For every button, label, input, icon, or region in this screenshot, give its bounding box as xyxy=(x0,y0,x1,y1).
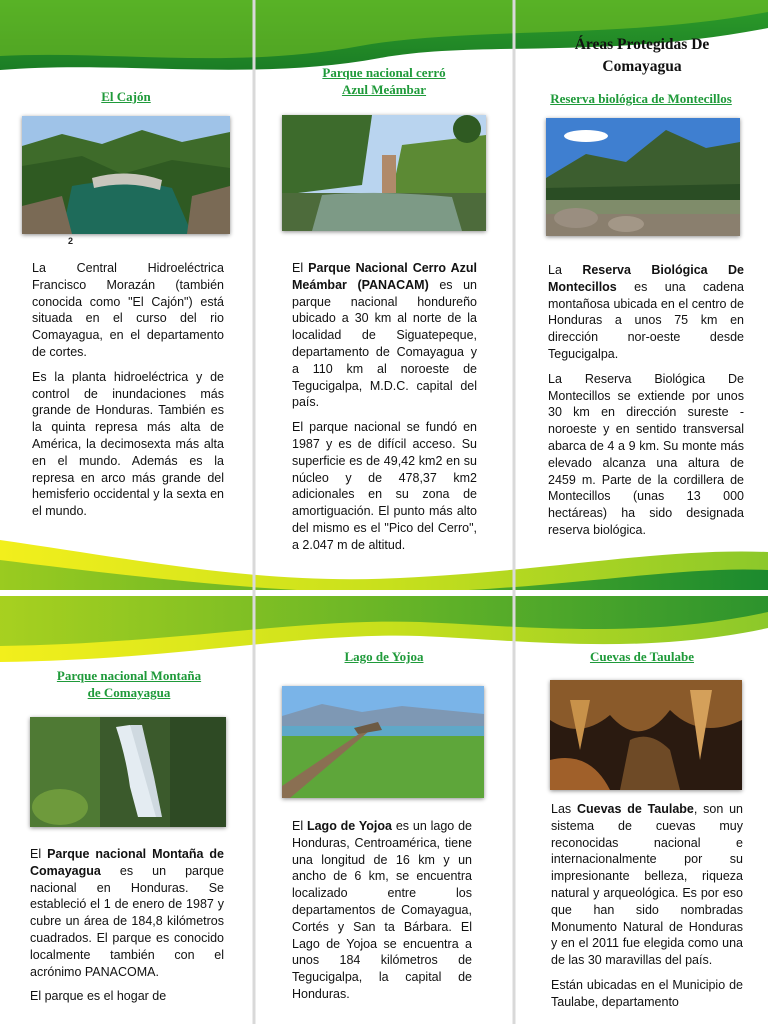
montana-title-line-2: de Comayagua xyxy=(87,685,171,700)
montana-title-line-1: Parque nacional Montaña xyxy=(56,668,202,683)
cerro-azul-text xyxy=(292,260,477,562)
cerro-azul-p1-link-hondureno: hondureño xyxy=(417,294,477,309)
montana-paragraph-1 xyxy=(30,846,224,980)
cerro-azul-p1-link-tegucigalpa: Tegucigalpa xyxy=(292,378,359,393)
cajon-p1-text-3: . xyxy=(83,344,87,359)
cerro-azul-p1-text: El xyxy=(292,261,309,275)
cerro-azul-photo xyxy=(282,115,486,231)
montana-p1-text-2: es un parque nacional en Honduras. Se estableció el 1 de enero de 1987 y cubre un área de 184,8 kilómetros cuadrados. El parque es conocido localmente también con el acrónimo PANACOMA. xyxy=(30,863,224,979)
montecillos-p1-text-2: es una cadena montañosa ubicada en el centro de Honduras a unos 75 km en dirección nor-oeste desde Tegucigalpa. xyxy=(548,279,744,361)
main-title-line-1: Áreas Protegidas De xyxy=(574,36,710,53)
montecillos-title: Reserva biológica de Montecillos xyxy=(550,91,732,106)
montana-text xyxy=(30,846,224,1013)
cajon-paragraph-2: Es la planta hidroeléctrica y de control de inundaciones más grande de Honduras. También es la quinta represa más alta de América, la decimosexta más alta en el mundo. Además es la represa en arco más grande del hemisferio occidental y la sexta en el mundo. xyxy=(32,369,224,519)
main-title-line-2: Comayagua xyxy=(602,58,682,75)
cerro-azul-p1-bold: Parque Nacional Cerro Azul Meámbar (PANACAM) xyxy=(292,261,477,292)
cerro-azul-p1-text-3: ubicado a 30 km al norte de la localidad de Siguatepeque, departamento de xyxy=(292,311,477,359)
montana-p1-text: El xyxy=(30,847,48,861)
taulabe-p1-text: Las xyxy=(551,802,577,816)
taulabe-paragraph-2: Están ubicadas en el Municipio de Taulabe, departamento xyxy=(551,977,743,1009)
montecillos-photo xyxy=(546,118,740,236)
montecillos-p1-text: La xyxy=(548,263,583,277)
cajon-paragraph-1 xyxy=(32,260,224,361)
yojoa-paragraph-1 xyxy=(292,818,472,1003)
cajon-text xyxy=(32,260,224,528)
montecillos-paragraph-2: La Reserva Biológica De Montecillos se extiende por unos 30 km en dirección sureste - noroeste y en sentido transversal abarca de 4 a 9 km. Su monte más elevado alcanza una altura de 2459 m. Parte de la cordillera de Montecillos (unas 13 000 hectáreas) ha sido designada reserva biológica. xyxy=(548,371,744,537)
yojoa-p1-text: El xyxy=(292,819,307,833)
cajon-dam-photo xyxy=(22,116,230,234)
taulabe-p1-bold: Cuevas de Taulabe xyxy=(576,802,694,816)
taulabe-cave-photo xyxy=(550,680,742,790)
cajon-photo-caption: 2 xyxy=(68,236,74,246)
cajon-p1-link-departamento: departamento de cortes xyxy=(32,328,224,359)
montana-paragraph-2: El parque es el hogar de xyxy=(30,989,167,1004)
taulabe-p1-text-2: , son un sistema de cuevas muy reconocidas nacional e internacionalmente por su impresionante belleza, riqueza natural y arqueológica. Es por eso que han sido nombradas Monumento Natural de Honduras y en el 2011 fue elegida como una de las 30 maravillas del país. xyxy=(551,802,743,968)
cerro-azul-title-line-2: Azul Meámbar xyxy=(341,82,427,97)
montecillos-paragraph-1 xyxy=(548,262,744,363)
yojoa-p1-text-2: es un lago de Honduras, Centroamérica, tiene una longitud de 16 km y un ancho de 6 km, se encuentra localizado entre los departamentos de Comayagua, Cortés y San ta Bárbara. El Lago de Yojoa se encuentra a unos 184 kilómetros de Tegucigalpa, la capital de Honduras. xyxy=(292,819,472,1001)
cerro-azul-title-line-1: Parque nacional cerró xyxy=(322,65,446,80)
cajon-p1-text: La Central Hidroeléctrica Francisco Morazán (también conocida como "El Cajón") está situada en el curso del xyxy=(32,261,224,326)
cajon-title-block xyxy=(22,88,230,105)
yojoa-lake-photo xyxy=(282,686,484,798)
cerro-azul-title-block xyxy=(282,64,486,98)
yojoa-title-block xyxy=(282,648,486,665)
cajon-p1-link-rio: rio Comayagua xyxy=(32,311,224,343)
yojoa-p1-bold: Lago de Yojoa xyxy=(306,819,392,833)
montana-waterfall-photo xyxy=(30,717,226,827)
montecillos-text xyxy=(548,262,744,547)
taulabe-title: Cuevas de Taulabe xyxy=(589,649,695,664)
taulabe-paragraph-1 xyxy=(551,801,743,969)
cerro-azul-p1-text-4: y a 110 km al noroeste de xyxy=(292,344,477,376)
cerro-azul-p1-text-5: , M.D.C. capital del país. xyxy=(292,378,477,410)
cajon-title: El Cajón xyxy=(101,89,151,104)
cerro-azul-p1-text-2: es un xyxy=(428,277,477,292)
cerro-azul-paragraph-2: El parque nacional se fundó en 1987 y es de difícil acceso. Su superficie es de 49,42 km2 en su núcleo y de 478,37 km2 adicionales en su zona de amortiguación. El punto más alto del mismo es el "Pico del Cerro", a 2.047 m de altitud. xyxy=(292,420,477,552)
yojoa-title: Lago de Yojoa xyxy=(344,649,424,664)
yojoa-text xyxy=(292,818,472,1011)
montecillos-title-block xyxy=(536,90,746,107)
taulabe-title-block xyxy=(540,648,744,665)
cajon-p1-text-2: , en el xyxy=(99,328,147,343)
cerro-azul-p1-space xyxy=(397,295,417,309)
cerro-azul-p1-link-parque: parque nacional xyxy=(292,294,398,309)
montana-title-block xyxy=(26,667,232,701)
main-title-block xyxy=(540,34,744,78)
cerro-azul-p1-link-comayagua: Comayagua xyxy=(396,344,464,359)
montana-p1-bold: Parque nacional Montaña de Comayagua xyxy=(30,847,224,878)
taulabe-text xyxy=(551,801,743,1019)
montecillos-p1-bold: Reserva Biológica De Montecillos xyxy=(548,263,744,294)
cerro-azul-paragraph-1 xyxy=(292,260,477,411)
